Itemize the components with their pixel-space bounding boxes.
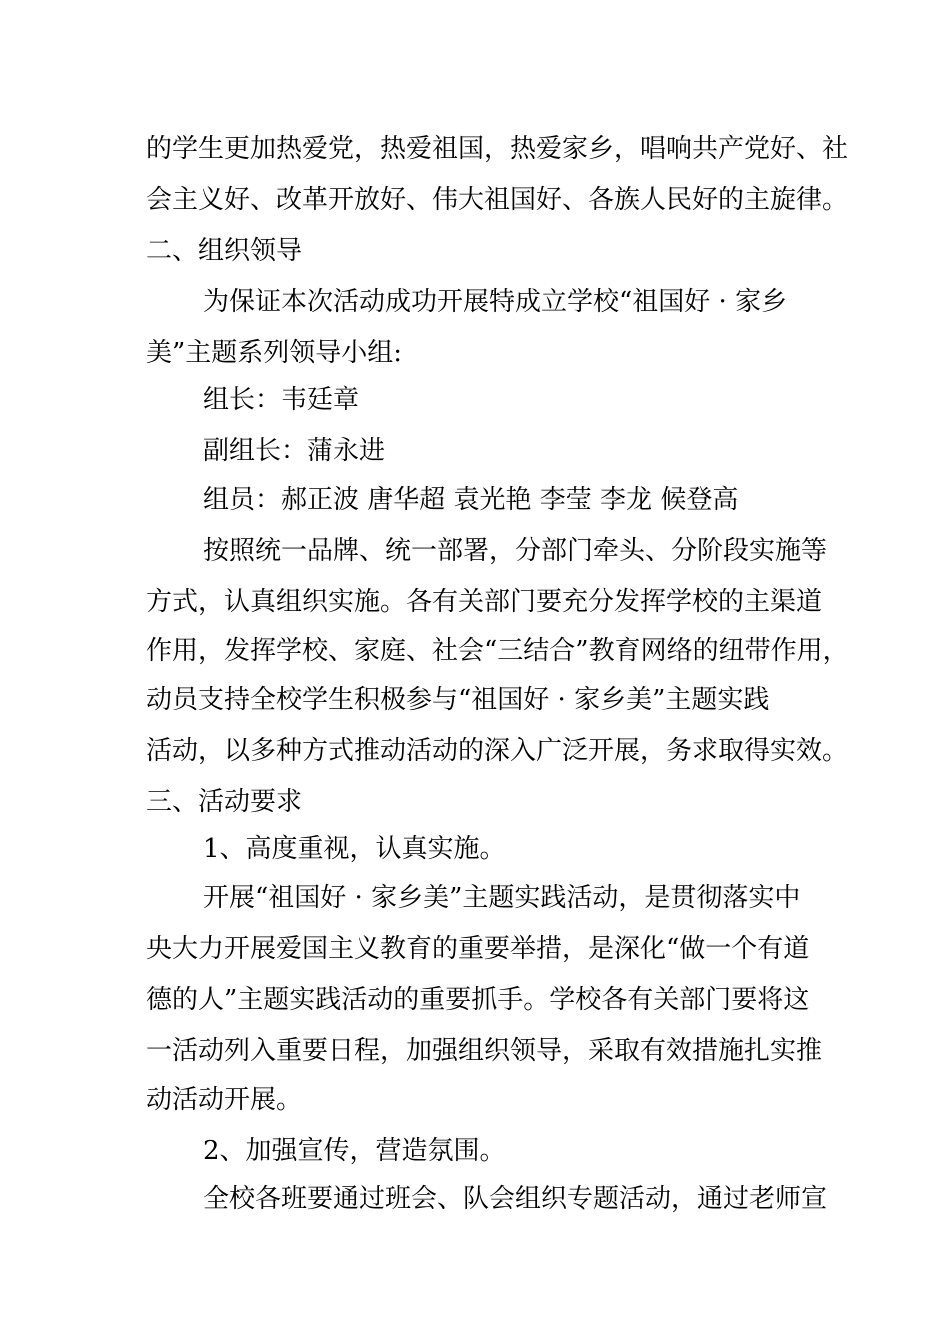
paragraph-line: 方式，认真组织实施。各有关部门要充分发挥学校的主渠道 bbox=[146, 587, 823, 617]
paragraph-line: 开展“祖国好 · 家乡美”主题实践活动，是贯彻落实中 bbox=[203, 883, 801, 913]
paragraph-line: 动员支持全校学生积极参与“祖国好 · 家乡美”主题实践 bbox=[146, 685, 770, 715]
subsection-heading: 2、加强宣传，营造氛围。 bbox=[203, 1136, 506, 1166]
paragraph-line: 美”主题系列领导小组: bbox=[146, 338, 403, 368]
paragraph-line: 作用，发挥学校、家庭、社会“三结合”教育网络的纽带作用， bbox=[146, 636, 849, 666]
paragraph-line: 央大力开展爱国主义教育的重要举措，是深化“做一个有道 bbox=[146, 934, 810, 964]
paragraph-line: 按照统一品牌、统一部署，分部门牵头、分阶段实施等 bbox=[203, 536, 828, 566]
paragraph-line: 活动，以多种方式推动活动的深入广泛开展，务求取得实效。 bbox=[146, 736, 849, 766]
paragraph-line: 会主义好、改革开放好、伟大祖国好、各族人民好的主旋律。 bbox=[146, 185, 849, 215]
paragraph-line: 动活动开展。 bbox=[146, 1085, 303, 1115]
paragraph-line: 为保证本次活动成功开展特成立学校“祖国好 · 家乡 bbox=[203, 287, 788, 317]
section-heading: 三、活动要求 bbox=[146, 787, 303, 817]
paragraph-line: 全校各班要通过班会、队会组织专题活动，通过老师宣 bbox=[203, 1184, 828, 1214]
paragraph-line: 一活动列入重要日程，加强组织领导，采取有效措施扎实推 bbox=[146, 1036, 823, 1066]
paragraph-line: 的学生更加热爱党，热爱祖国，热爱家乡，唱响共产党好、社 bbox=[146, 134, 849, 164]
section-heading: 二、组织领导 bbox=[146, 236, 303, 266]
group-leader-line: 组长：韦廷章 bbox=[203, 385, 360, 415]
subsection-heading: 1、高度重视，认真实施。 bbox=[203, 834, 506, 864]
paragraph-line: 德的人”主题实践活动的重要抓手。学校各有关部门要将这 bbox=[146, 985, 810, 1015]
members-line: 组员：郝正波 唐华超 袁光艳 李莹 李龙 候登高 bbox=[203, 485, 739, 515]
deputy-leader-line: 副组长：蒲永进 bbox=[203, 436, 386, 466]
